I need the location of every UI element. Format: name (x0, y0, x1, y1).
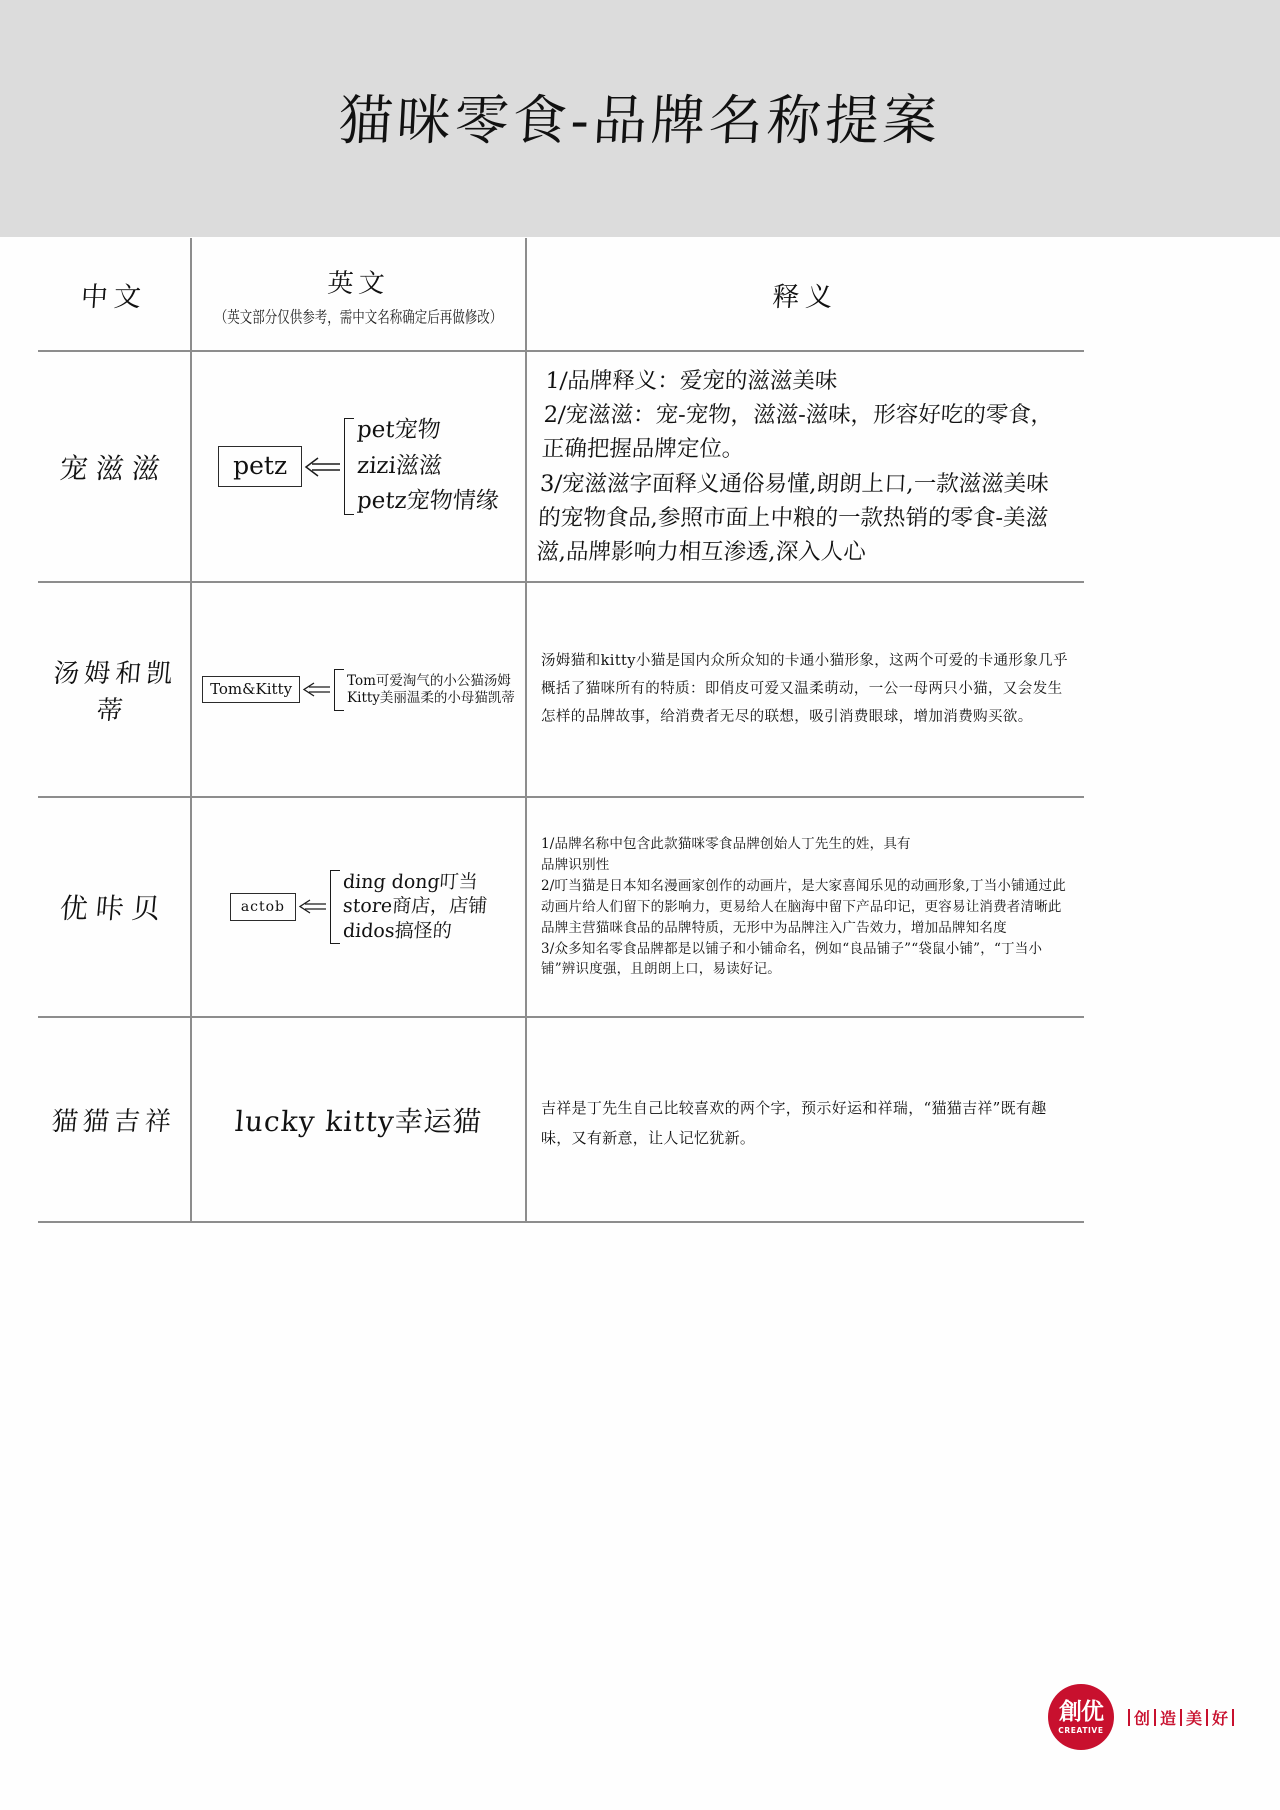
logo-slogan-char: 造 (1159, 1708, 1176, 1728)
row-chinese-name-cell (38, 797, 191, 1017)
table-row (38, 1017, 1084, 1222)
row-meaning-cell (526, 797, 1084, 1017)
divider-bar (1206, 1709, 1208, 1726)
meaning-line: 3/众多知名零食品牌都是以铺子和小铺命名，例如“良品铺子”“袋鼠小铺”，“丁当小铺”辨识度强，且朗朗上口，易读好记。 (541, 940, 1043, 978)
divider-bar (1128, 1709, 1130, 1726)
chinese-name: 猫猫吉祥 (50, 1107, 178, 1138)
etymology-bracket-group (334, 669, 515, 711)
etymology-bracket-group (330, 870, 487, 944)
etymology-item: didos搞怪的 (342, 919, 453, 942)
divider-bar (1154, 1709, 1156, 1726)
etymology-item: Kitty美丽温柔的小母猫凯蒂 (347, 689, 515, 706)
header-cell-meaning (526, 238, 1084, 351)
header-label-chinese: 中文 (79, 281, 148, 313)
row-meaning-cell (526, 351, 1084, 582)
brand-name-table (38, 238, 1084, 1223)
row-chinese-name-cell (38, 582, 191, 797)
chinese-name: 优咔贝 (58, 892, 170, 926)
bracket-icon (334, 669, 344, 711)
etymology-bracket-group (344, 418, 499, 515)
meaning-line: 吉祥是丁先生自己比较喜欢的两个字，预示好运和祥瑞，“猫猫吉祥”既有趣味，又有新意，让人记忆犹新。 (541, 1099, 1047, 1147)
english-name-box: petz (218, 446, 302, 487)
row-english-cell (191, 582, 526, 797)
table-row (38, 351, 1084, 582)
etymology-item: ding dong叮当 (342, 871, 479, 894)
header-cell-chinese (38, 238, 191, 351)
etymology-item: zizi滋滋 (356, 452, 444, 479)
meaning-line: 1/品牌释义：爱宠的滋滋美味 (544, 368, 839, 394)
english-name: lucky kitty幸运猫 (233, 1104, 483, 1138)
logo-mark-subtext: CREATIVE (1058, 1725, 1104, 1735)
row-chinese-name-cell (38, 351, 191, 582)
header-label-english: 英文 (326, 269, 391, 299)
meaning-line: 2/宠滋滋：宠-宠物，滋滋-滋味，形容好吃的零食，正确把握品牌定位。 (541, 402, 1054, 463)
logo-mark-text: 創优 (1058, 1697, 1103, 1725)
meaning-line: 品牌识别性 (541, 856, 610, 873)
bracket-icon (330, 870, 340, 944)
row-meaning-cell (526, 1017, 1084, 1222)
row-chinese-name-cell (38, 1017, 191, 1222)
logo-slogan-char: 美 (1185, 1708, 1202, 1728)
row-english-cell (191, 797, 526, 1017)
header-label-meaning: 释义 (771, 281, 840, 313)
left-arrow-icon (298, 897, 328, 917)
bracket-icon (344, 418, 354, 515)
chinese-name: 宠滋滋 (58, 451, 170, 485)
divider-bar (1180, 1709, 1182, 1726)
row-english-cell (191, 1017, 526, 1222)
etymology-item: Tom可爱淘气的小公猫汤姆 (347, 672, 511, 689)
meaning-line: 1/品牌名称中包含此款猫咪零食品牌创始人丁先生的姓，具有 (541, 835, 911, 852)
english-name-box: Tom&Kitty (202, 676, 300, 703)
brand-logo (1048, 1684, 1238, 1750)
meaning-line: 3/宠滋滋字面释义通俗易懂,朗朗上口,一款滋滋美味的宠物食品,参照市面上中粮的一款热销的零食-美滋滋,品牌影响力相互渗透,深入人心 (535, 470, 1050, 565)
table-row (38, 797, 1084, 1017)
logo-slogan-char: 好 (1211, 1708, 1228, 1728)
page-title: 猫咪零食-品牌名称提案 (337, 89, 943, 152)
header-note-english: （英文部分仅供参考，需中文名称确定后再做修改） (214, 307, 503, 326)
etymology-item: petz宠物情缘 (356, 488, 500, 515)
table-row (38, 582, 1084, 797)
logo-slogan-char: 创 (1133, 1708, 1150, 1728)
english-name-box: actob (230, 893, 296, 921)
table-header-row (38, 238, 1084, 351)
logo-slogan (1124, 1706, 1238, 1729)
meaning-line: 2/叮当猫是日本知名漫画家创作的动画片，是大家喜闻乐见的动画形象,丁当小铺通过此动画片给人们留下的影响力，更易给人在脑海中留下产品印记，更容易让消费者清晰此品牌主营猫咪食品的品牌特质，无形中为品牌注入广告效力，增加品牌知名度 (541, 877, 1066, 936)
title-banner (0, 0, 1280, 237)
etymology-item: store商店，店铺 (342, 895, 489, 918)
left-arrow-icon (302, 680, 332, 700)
row-meaning-cell (526, 582, 1084, 797)
meaning-line: 汤姆猫和kitty小猫是国内众所众知的卡通小猫形象，这两个可爱的卡通形象几乎概括了猫咪所有的特质：即俏皮可爱又温柔萌动，一公一母两只小猫，又会发生怎样的品牌故事，给消费者无尽的联想，吸引消费眼球，增加消费购买欲。 (541, 652, 1068, 725)
row-english-cell (191, 351, 526, 582)
left-arrow-icon (304, 454, 342, 480)
divider-bar (1232, 1709, 1234, 1726)
etymology-item: pet宠物 (356, 416, 442, 443)
chinese-name: 汤姆和凯蒂 (52, 658, 179, 726)
logo-mark-icon (1048, 1684, 1114, 1750)
header-cell-english (191, 238, 526, 351)
